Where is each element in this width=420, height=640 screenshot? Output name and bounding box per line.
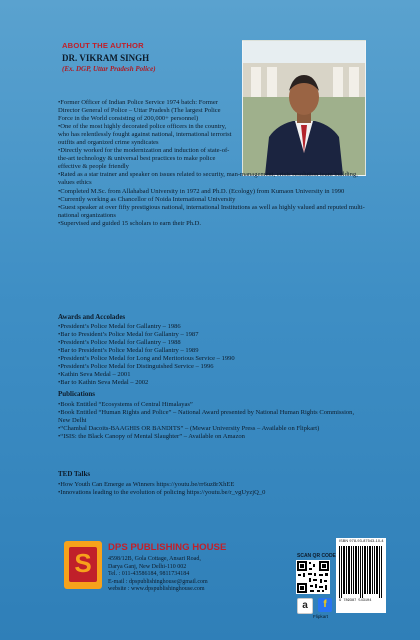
bio-item: •Completed M.Sc. from Allahabad University in 1972 and Ph.D. (Ecology) from Kumaon University in 1990 bbox=[58, 187, 345, 195]
barcode bbox=[339, 546, 383, 598]
author-role: (Ex. DGP, Uttar Pradesh Police) bbox=[62, 65, 156, 73]
award-item: •President’s Police Medal for Long and Meritorious Service – 1990 bbox=[58, 354, 235, 362]
publisher-logo: S bbox=[64, 541, 102, 589]
publisher-address-line: 4598/12B, Gola Cottage, Ansari Road, bbox=[108, 556, 201, 562]
bio-item: •Former Officer of Indian Police Service 1974 batch: Former Director General of Police – Uttar Pradesh (The largest Police Force in the World consisting of 200,000+ personnel) bbox=[58, 99, 221, 123]
bio-item: •Directly worked for the modernization and induction of state-of-the-art technology & universal best practices to make police effective & people friendly bbox=[58, 147, 230, 171]
award-item: •President’s Police Medal for Gallantry – 1988 bbox=[58, 338, 181, 346]
publisher-website: website : www.dpspublishinghouse.com bbox=[108, 586, 205, 593]
bio-item: •Currently working as Chancellor of Noida International University bbox=[58, 195, 236, 203]
award-item: •Bar to President’s Police Medal for Gallantry – 1987 bbox=[58, 330, 199, 338]
publisher-block bbox=[64, 539, 242, 615]
bio-item: •Guest speaker at over fifty prestigious national, international Institutions as well as highly valued and reputed multi-national organizations bbox=[58, 203, 365, 219]
bio-item: •Supervised and guided 15 scholars to earn their Ph.D. bbox=[58, 219, 202, 227]
publication-item: •“Chambal Dacoits-BAAGHIS OR BANDITS” – (Mewar University Press – Available on Flipkart) bbox=[58, 424, 320, 432]
ted-talk-item: •Innovations leading to the evolution of policing https://youtu.be/r_vgUyzjQ_0 bbox=[58, 488, 266, 496]
publication-item: •“ISIS: the Black Canopy of Mental Slaughter” – Available on Amazon bbox=[58, 432, 245, 440]
bio-item: •One of the most highly decorated police officers in the country, who has relentlessly fought against national, international terrorist outfits and organized crime syndicates bbox=[58, 123, 232, 147]
award-item: •Bar to President’s Police Medal for Gallantry – 1989 bbox=[58, 346, 199, 354]
barcode-number: 9 789387 543104 bbox=[339, 599, 372, 603]
isbn-number: ISBN 978-93-87543-10-4 bbox=[339, 539, 384, 543]
amazon-icon: a bbox=[297, 598, 313, 614]
awards-list bbox=[58, 323, 368, 387]
publisher-phone: Tel. : 011-43586184, 9811734184 bbox=[108, 571, 190, 578]
award-item: •Kathin Seva Medal – 2001 bbox=[58, 370, 131, 378]
awards-heading: Awards and Accolades bbox=[58, 313, 126, 321]
author-bio bbox=[58, 99, 368, 228]
publisher-address bbox=[108, 556, 208, 594]
publisher-address-line: Darya Ganj, New Delhi-110 002 bbox=[108, 563, 187, 570]
author-name: DR. VIKRAM SINGH bbox=[62, 53, 150, 63]
flipkart-label: Flipkart bbox=[313, 614, 329, 619]
publication-item: •Book Entitled “Human Rights and Police” – National Award presented by National Human Rights Commission, New Delhi bbox=[58, 408, 355, 424]
scan-qr-label: SCAN QR CODE bbox=[297, 553, 336, 559]
ted-talks-list bbox=[58, 481, 368, 497]
publications-heading: Publications bbox=[58, 390, 95, 398]
ted-talk-item: •How Youth Can Emerge as Winners https://youtu.be/rr6uz8rXhEE bbox=[58, 481, 235, 488]
award-item: •President’s Police Medal for Gallantry – 1986 bbox=[58, 323, 181, 330]
award-item: •President’s Police Medal for Distinguished Service – 1996 bbox=[58, 362, 214, 370]
award-item: •Bar to Kathin Seva Medal – 2002 bbox=[58, 378, 149, 386]
publications-list bbox=[58, 401, 368, 441]
publisher-email: E-mail : dpspublishinghouse@gmail.com bbox=[108, 578, 208, 585]
publisher-name: DPS PUBLISHING HOUSE bbox=[108, 542, 227, 553]
about-the-author-heading: ABOUT THE AUTHOR bbox=[62, 41, 144, 50]
ted-talks-heading: TED Talks bbox=[58, 470, 91, 478]
publication-item: •Book Entitled “Ecosystems of Central Himalayas” bbox=[58, 401, 193, 408]
flipkart-icon: f bbox=[318, 598, 332, 612]
bio-item: •Rated as a star trainer and speaker on issues related to security, man-management, crisis resolution team building, values ethics bbox=[58, 171, 358, 187]
qr-code bbox=[296, 560, 330, 594]
